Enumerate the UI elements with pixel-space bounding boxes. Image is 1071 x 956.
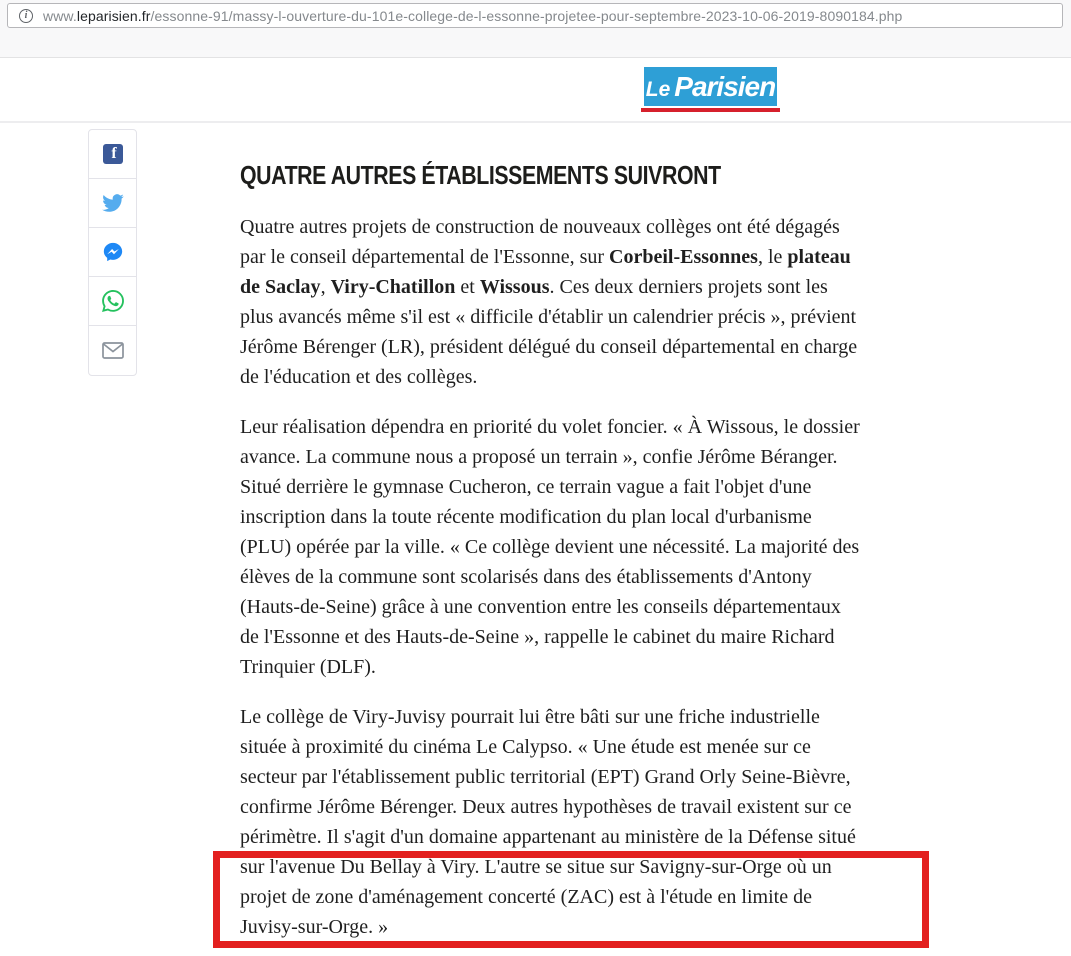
bold-place-name: plateau de Saclay <box>240 246 851 298</box>
logo-text-le: Le <box>645 78 671 101</box>
bold-place-name: Corbeil-Essonnes <box>609 246 758 268</box>
paragraph-text: . Ces deux derniers projets sont les plus avancés même s'il est « difficile d'établir un calendrier précis », prévient Jérôme Bérenger (LR), président délégué du conseil départemental en charge de l'éducation et des collèges. <box>240 276 858 388</box>
bold-place-name: Viry-Chatillon <box>330 276 456 298</box>
article-paragraph-3: Le collège de Viry-Juvisy pourrait lui être bâti sur une friche industrielle située à proximité du cinéma Le Calypso. « Une étude est menée sur ce secteur par l'établissement public territorial (EPT) Grand Orly Seine-Bièvre, confirme Jérôme Bérenger. Deux autres hypothèses de travail existent sur ce périmètre. Il s'agit d'un domaine appartenant au ministère de la Défense situé sur l'avenue Du Bellay à Viry. L'autre se situe sur Savigny-sur-Orge où un projet de zone d'aménagement concerté (ZAC) est à l'étude en limite de Juvisy-sur-Orge. » <box>240 706 856 938</box>
article-subheading: QUATRE AUTRES ÉTABLISSEMENTS SUIVRONT <box>240 160 721 190</box>
paragraph-text: Quatre autres projets de construction de nouveaux collèges ont été dégagés par le conseil départemental de l'Essonne, sur <box>240 216 840 268</box>
leparisien-logo[interactable] <box>644 67 777 106</box>
share-facebook-button[interactable] <box>89 130 136 179</box>
share-email-button[interactable] <box>89 326 136 375</box>
logo-text-parisien: Parisien <box>674 71 776 102</box>
twitter-icon <box>102 194 124 212</box>
paragraph-text: , <box>320 276 331 298</box>
share-rail <box>88 129 137 376</box>
paragraph-text: , le <box>757 246 788 268</box>
header-divider <box>0 121 1071 123</box>
url-www: www. <box>43 7 77 24</box>
address-bar[interactable] <box>7 3 1063 28</box>
logo-underline <box>641 108 780 112</box>
url-path: /essonne-91/massy-l-ouverture-du-101e-college-de-l-essonne-projetee-pour-septembre-2023-10-06-2019-8090184.php <box>150 7 903 24</box>
whatsapp-icon <box>102 290 124 312</box>
article-paragraph-1 <box>240 212 864 392</box>
url-domain: leparisien.fr <box>76 7 151 24</box>
article-paragraph-2: Leur réalisation dépendra en priorité du volet foncier. « À Wissous, le dossier avance. La commune nous a proposé un terrain », confie Jérôme Béranger. Situé derrière le gymnase Cucheron, ce terrain vague a fait l'objet d'une inscription dans la toute récente modification du plan local d'urbanisme (PLU) opérée par la ville. « Ce collège devient une nécessité. La majorité des élèves de la commune sont scolarisés dans des établissements d'Antony (Hauts-de-Seine) grâce à une convention entre les conseils départementaux de l'Essonne et des Hauts-de-Seine », rappelle le cabinet du maire Richard Trinquier (DLF). <box>240 416 860 678</box>
messenger-icon <box>102 241 124 263</box>
paragraph-text: et <box>455 276 480 298</box>
page-info-icon[interactable]: i <box>19 9 33 23</box>
share-whatsapp-button[interactable] <box>89 277 136 326</box>
facebook-icon: f <box>103 144 123 164</box>
share-messenger-button[interactable] <box>89 228 136 277</box>
email-icon <box>102 342 124 359</box>
bold-place-name: Wissous <box>479 276 550 298</box>
share-twitter-button[interactable] <box>89 179 136 228</box>
url-text <box>43 8 902 24</box>
